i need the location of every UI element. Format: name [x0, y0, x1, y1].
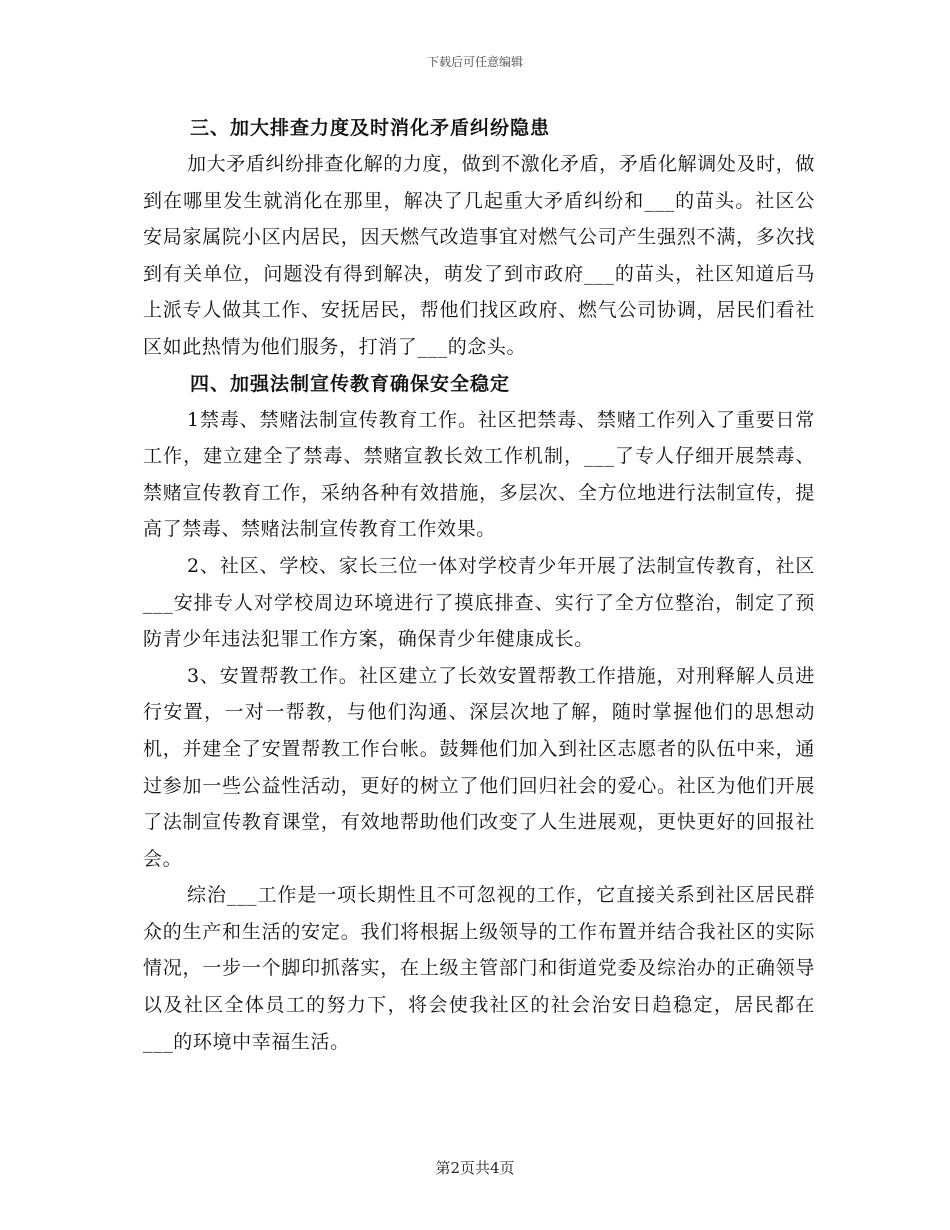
section-4-paragraph-3: 3、安置帮教工作。社区建立了长效安置帮教工作措施，对刑释解人员进行安置，一对一帮教，与他们沟通、深层次地了解，随时掌握他们的思想动机，并建全了安置帮教工作台帐。鼓舞他们加入到社区志愿者的队伍中来，通过参加一些公益性活动，更好的树立了他们回归社会的爱心。社区为他们开展了法制宣传教育课堂，有效地帮助他们改变了人生进展观，更快更好的回报社会。 — [143, 664, 815, 870]
section-4-paragraph-1: 1禁毒、禁赌法制宣传教育工作。社区把禁毒、禁赌工作列入了重要日常工作，建立建全了禁毒、禁赌宣教长效工作机制，___了专人仔细开展禁毒、禁赌宣传教育工作，采纳各种有效措施，多层次、全方位地进行法制宣传，提高了禁毒、禁赌法制宣传教育工作效果。 — [143, 408, 815, 541]
section-4-heading: 四、加强法制宣传教育确保安全稳定 — [190, 372, 511, 395]
document-body — [143, 110, 815, 1060]
section-4-paragraph-2: 2、社区、学校、家长三位一体对学校青少年开展了法制宣传教育，社区___安排专人对学校周边环境进行了摸底排查、实行了全方位整治，制定了预防青少年违法犯罪工作方案，确保青少年健康成长。 — [143, 554, 815, 651]
page-header-note: 下载后可任意编辑 — [426, 55, 523, 69]
page-number-footer: 第2页共4页 — [435, 1159, 515, 1177]
section-4-paragraph-4: 综治___工作是一项长期性且不可忽视的工作，它直接关系到社区居民群众的生产和生活的安定。我们将根据上级领导的工作布置并结合我社区的实际情况，一步一个脚印抓落实，在上级主管部门和街道党委及综治办的正确领导以及社区全体员工的努力下，将会使我社区的社会治安日趋稳定，居民都在___的环境中幸福生活。 — [143, 884, 815, 1053]
section-3-paragraph-1: 加大矛盾纠纷排查化解的力度，做到不激化矛盾，矛盾化解调处及时，做到在哪里发生就消化在那里，解决了几起重大矛盾纠纷和___的苗头。社区公安局家属院小区内居民，因天燃气改造事宜对燃气公司产生强烈不满，多次找到有关单位，问题没有得到解决，萌发了到市政府___的苗头，社区知道后马上派专人做其工作、安抚居民，帮他们找区政府、燃气公司协调，居民们看社区如此热情为他们服务，打消了___的念头。 — [143, 153, 815, 358]
section-3-heading: 三、加大排查力度及时消化矛盾纠纷隐患 — [190, 117, 551, 139]
